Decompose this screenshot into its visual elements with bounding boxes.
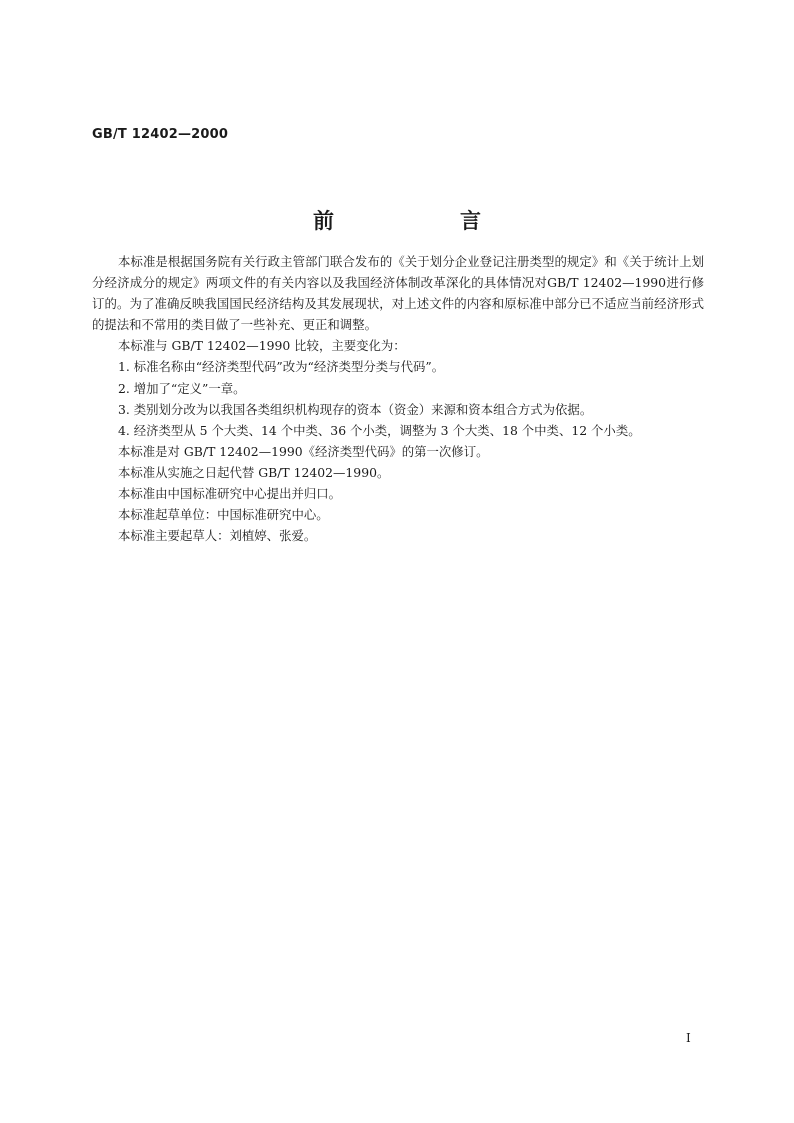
page-number: I	[686, 1031, 691, 1045]
list-item-change-3: 3. 类别划分改为以我国各类组织机构现存的资本（资金）来源和资本组合方式为依据。	[118, 401, 593, 417]
paragraph-comparison: 本标准与 GB/T 12402—1990 比较，主要变化为：	[118, 338, 406, 354]
list-item-change-2: 2. 增加了“定义”一章。	[118, 380, 246, 396]
standard-code: GB/T 12402—2000	[92, 127, 229, 142]
page-title: 前 言	[313, 209, 509, 233]
paragraph-drafters: 本标准主要起草人：刘植婷、张爱。	[118, 528, 317, 544]
list-item-change-4: 4. 经济类型从 5 个大类、14 个中类、36 个小类，调整为 3 个大类、18 个中类、12 个小类。	[118, 422, 641, 438]
paragraph-drafting-unit: 本标准起草单位：中国标准研究中心。	[118, 507, 329, 523]
paragraph-revision: 本标准是对 GB/T 12402—1990《经济类型代码》的第一次修订。	[118, 443, 489, 459]
paragraph-replacement: 本标准从实施之日起代替 GB/T 12402—1990。	[118, 464, 390, 480]
list-item-change-1: 1. 标准名称由“经济类型代码”改为“经济类型分类与代码”。	[118, 359, 445, 375]
paragraph-intro: 本标准是根据国务院有关行政主管部门联合发布的《关于划分企业登记注册类型的规定》和《关于统计上划分经济成分的规定》两项文件的有关内容以及我国经济体制改革深化的具体情况对GB/T 12402—1990进行修订的。为了准确反映我国国民经济结构及其发展现状，对上述文件的内容和原标准中部分已不适应当前经济形式的提法和不常用的类目做了一些补充、更正和调整。	[92, 254, 704, 333]
preface-body	[92, 251, 704, 546]
paragraph-proposer: 本标准由中国标准研究中心提出并归口。	[118, 486, 342, 502]
